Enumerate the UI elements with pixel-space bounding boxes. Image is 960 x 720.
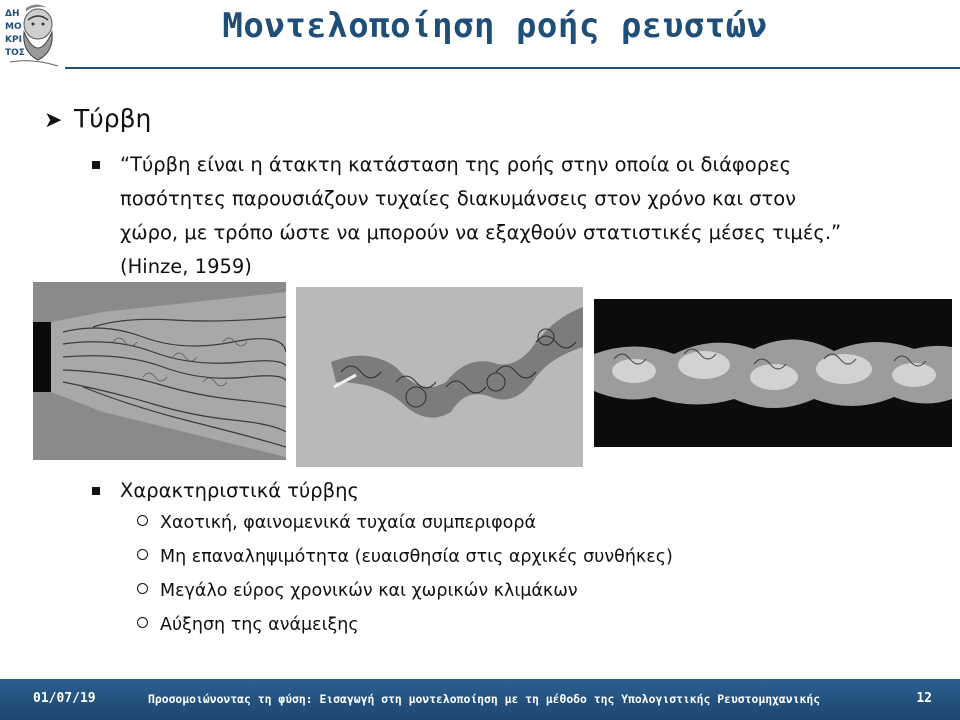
definition-quote [120, 148, 900, 284]
footer-date: 01/07/19 [33, 691, 96, 706]
characteristic-text: Μη επαναληψιμότητα (ευαισθησία στις αρχικές συνθήκες) [160, 547, 673, 567]
svg-text:ΜΟ: ΜΟ [5, 22, 22, 32]
quote-line: χώρο, με τρόπο ώστε να μπορούν να εξαχθούν στατιστικές μέσες τιμές.” [120, 221, 842, 244]
mixing-layer-photo [296, 287, 583, 467]
slide-title: Μοντελοποίηση ροής ρευστών [222, 6, 768, 46]
characteristic-item [137, 615, 359, 635]
characteristics-heading: Χαρακτηριστικά τύρβης [120, 479, 359, 502]
circle-bullet-icon [137, 515, 148, 526]
svg-text:ΔΗ: ΔΗ [5, 9, 20, 19]
characteristic-item [137, 513, 536, 533]
characteristic-item [137, 581, 578, 601]
slide-footer [0, 679, 960, 720]
turbulent-jet-photo [33, 282, 286, 460]
circle-bullet-icon [137, 617, 148, 628]
slide-number: 12 [916, 691, 932, 706]
quote-line: “Τύρβη είναι η άτακτη κατάσταση της ροής στην οποία οι διάφορες [120, 153, 792, 176]
circle-bullet-icon [137, 549, 148, 560]
characteristic-text: Μεγάλο εύρος χρονικών και χωρικών κλιμάκων [160, 581, 578, 601]
square-bullet-icon [92, 487, 100, 495]
quote-line: ποσότητες παρουσιάζουν τυχαίες διακυμάνσεις στον χρόνο και στον [120, 187, 797, 210]
characteristic-item [137, 547, 673, 567]
bullet-turbulence [44, 104, 151, 133]
title-divider [65, 67, 960, 69]
characteristic-text: Χαοτική, φαινομενικά τυχαία συμπεριφορά [160, 513, 537, 533]
svg-text:ΚΡΙ: ΚΡΙ [5, 35, 22, 45]
svg-text:ΤΟΣ: ΤΟΣ [5, 48, 25, 58]
circle-bullet-icon [137, 583, 148, 594]
footer-text: Προσομοιώνοντας τη φύση: Εισαγωγή στη μοντελοποίηση με τη μέθοδο της Υπολογιστικής Ρευστομηχανικής [148, 692, 821, 706]
arrow-bullet-icon: ➤ [44, 108, 63, 133]
heading-turbulence: Τύρβη [74, 104, 152, 133]
democritus-logo [2, 2, 64, 68]
turbulent-smoke-photo [594, 299, 952, 447]
quote-citation: (Hinze, 1959) [120, 255, 252, 278]
square-bullet-icon [92, 161, 100, 169]
characteristic-text: Αύξηση της ανάμειξης [160, 615, 359, 635]
